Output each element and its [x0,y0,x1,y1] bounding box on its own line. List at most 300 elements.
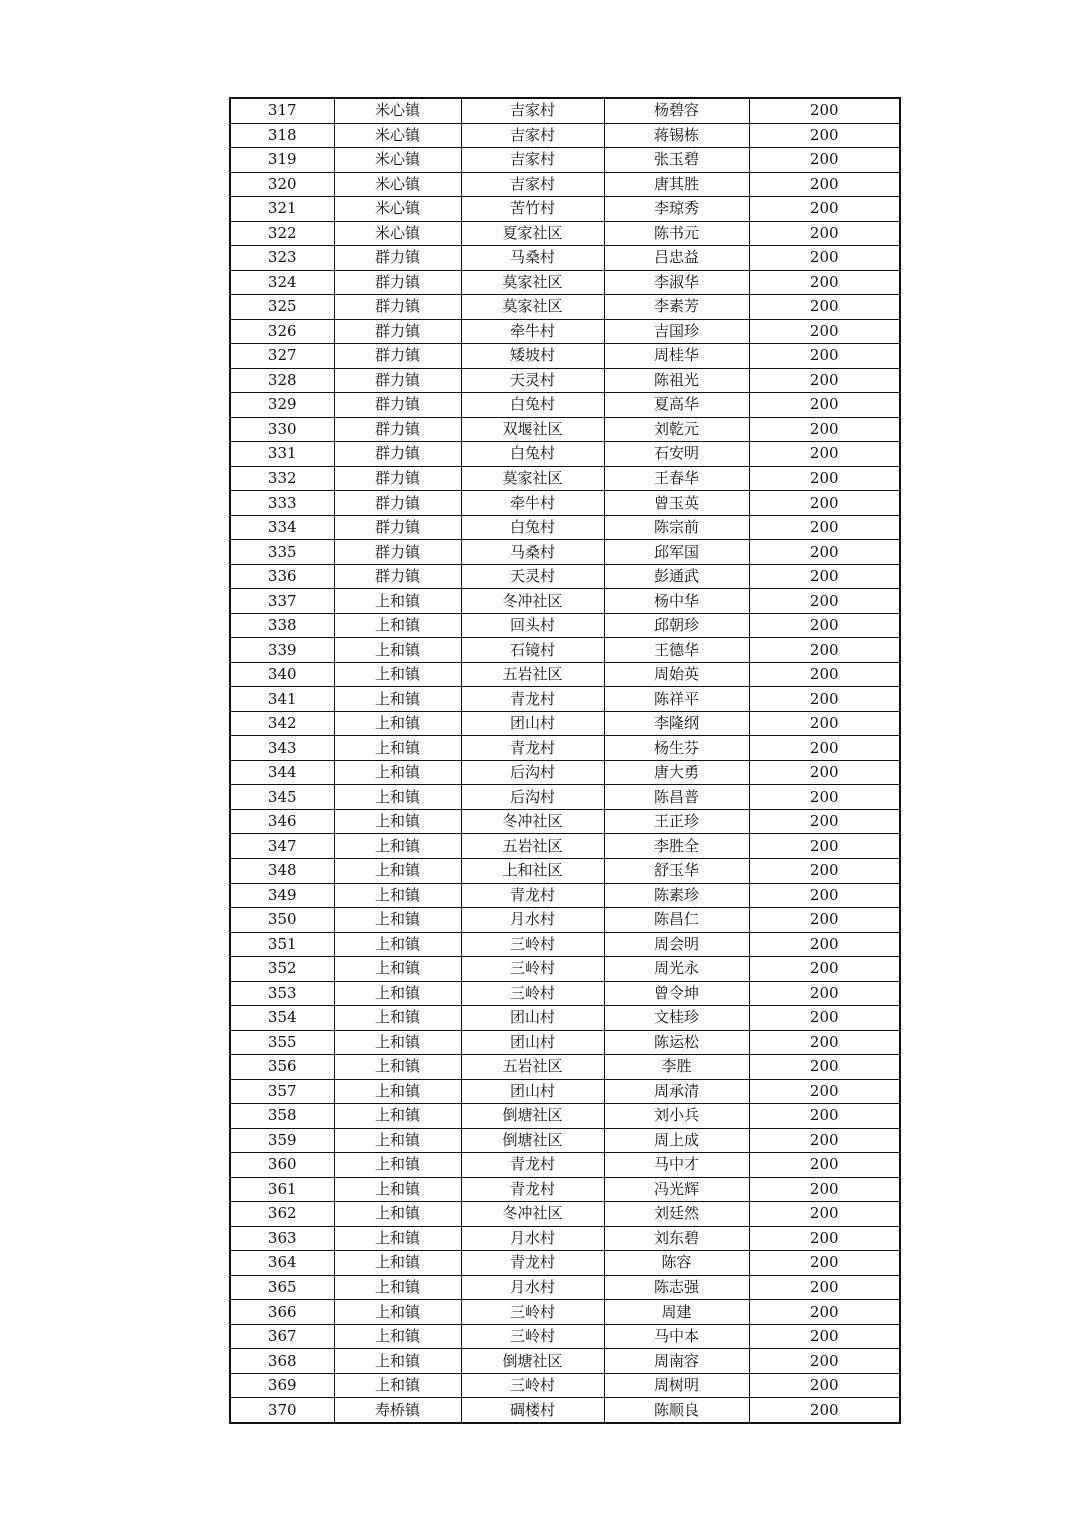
village-cell: 吉家村 [461,98,604,123]
row-number-cell: 334 [230,515,334,540]
row-number-cell: 360 [230,1153,334,1178]
town-cell: 上和镇 [334,711,461,736]
village-cell: 天灵村 [461,368,604,393]
table-row [230,1226,900,1251]
table-row [230,858,900,883]
row-number-cell: 370 [230,1398,334,1423]
person-name-cell: 文桂珍 [604,1006,749,1031]
town-cell: 米心镇 [334,98,461,123]
person-name-cell: 陈祖光 [604,368,749,393]
amount-cell: 200 [749,221,900,246]
town-cell: 上和镇 [334,1202,461,1227]
amount-cell: 200 [749,1055,900,1080]
village-cell: 五岩社区 [461,1055,604,1080]
town-cell: 上和镇 [334,613,461,638]
table-row [230,393,900,418]
amount-cell: 200 [749,1128,900,1153]
table-row [230,1275,900,1300]
row-number-cell: 349 [230,883,334,908]
row-number-cell: 323 [230,246,334,271]
person-name-cell: 周承清 [604,1079,749,1104]
table-row [230,1300,900,1325]
amount-cell: 200 [749,1398,900,1423]
amount-cell: 200 [749,564,900,589]
person-name-cell: 周会明 [604,932,749,957]
row-number-cell: 337 [230,589,334,614]
table-row [230,1006,900,1031]
row-number-cell: 365 [230,1275,334,1300]
row-number-cell: 324 [230,270,334,295]
person-name-cell: 陈昌普 [604,785,749,810]
town-cell: 群力镇 [334,393,461,418]
table-row [230,270,900,295]
town-cell: 上和镇 [334,1373,461,1398]
town-cell: 上和镇 [334,932,461,957]
amount-cell: 200 [749,98,900,123]
person-name-cell: 陈宗前 [604,515,749,540]
table-row [230,1055,900,1080]
table-row [230,1030,900,1055]
row-number-cell: 319 [230,148,334,173]
village-cell: 白兔村 [461,393,604,418]
row-number-cell: 344 [230,760,334,785]
town-cell: 群力镇 [334,270,461,295]
person-name-cell: 李淑华 [604,270,749,295]
town-cell: 上和镇 [334,736,461,761]
village-cell: 青龙村 [461,1153,604,1178]
village-cell: 团山村 [461,711,604,736]
person-name-cell: 刘东碧 [604,1226,749,1251]
person-name-cell: 王正珍 [604,809,749,834]
amount-cell: 200 [749,1275,900,1300]
village-cell: 团山村 [461,1079,604,1104]
row-number-cell: 355 [230,1030,334,1055]
amount-cell: 200 [749,589,900,614]
town-cell: 群力镇 [334,319,461,344]
town-cell: 上和镇 [334,1324,461,1349]
row-number-cell: 335 [230,540,334,565]
person-name-cell: 周南容 [604,1349,749,1374]
amount-cell: 200 [749,785,900,810]
town-cell: 上和镇 [334,1300,461,1325]
amount-cell: 200 [749,858,900,883]
amount-cell: 200 [749,736,900,761]
row-number-cell: 351 [230,932,334,957]
person-name-cell: 杨碧容 [604,98,749,123]
amount-cell: 200 [749,1177,900,1202]
table-row [230,613,900,638]
row-number-cell: 366 [230,1300,334,1325]
row-number-cell: 332 [230,466,334,491]
person-name-cell: 杨中华 [604,589,749,614]
table-row [230,834,900,859]
town-cell: 上和镇 [334,1055,461,1080]
table-row [230,246,900,271]
amount-cell: 200 [749,295,900,320]
row-number-cell: 317 [230,98,334,123]
village-cell: 三岭村 [461,1373,604,1398]
table-row [230,1398,900,1423]
amount-cell: 200 [749,834,900,859]
person-name-cell: 周光永 [604,957,749,982]
row-number-cell: 359 [230,1128,334,1153]
row-number-cell: 350 [230,908,334,933]
village-cell: 青龙村 [461,687,604,712]
person-name-cell: 曾玉英 [604,491,749,516]
table-row [230,1104,900,1129]
table-row [230,98,900,123]
town-cell: 群力镇 [334,344,461,369]
village-cell: 矮坡村 [461,344,604,369]
person-name-cell: 周建 [604,1300,749,1325]
row-number-cell: 363 [230,1226,334,1251]
person-name-cell: 马中才 [604,1153,749,1178]
amount-cell: 200 [749,613,900,638]
person-name-cell: 舒玉华 [604,858,749,883]
amount-cell: 200 [749,883,900,908]
table-row [230,466,900,491]
village-cell: 回头村 [461,613,604,638]
table-row [230,491,900,516]
village-cell: 倒塘社区 [461,1349,604,1374]
village-cell: 天灵村 [461,564,604,589]
amount-cell: 200 [749,1104,900,1129]
person-name-cell: 邱军国 [604,540,749,565]
amount-cell: 200 [749,1006,900,1031]
table-row [230,589,900,614]
person-name-cell: 陈祥平 [604,687,749,712]
amount-cell: 200 [749,957,900,982]
person-name-cell: 唐大勇 [604,760,749,785]
person-name-cell: 陈容 [604,1251,749,1276]
amount-cell: 200 [749,1079,900,1104]
town-cell: 上和镇 [334,1079,461,1104]
row-number-cell: 331 [230,442,334,467]
town-cell: 上和镇 [334,589,461,614]
row-number-cell: 357 [230,1079,334,1104]
town-cell: 上和镇 [334,1128,461,1153]
town-cell: 上和镇 [334,834,461,859]
table-row [230,785,900,810]
person-name-cell: 陈书元 [604,221,749,246]
town-cell: 上和镇 [334,638,461,663]
row-number-cell: 364 [230,1251,334,1276]
row-number-cell: 340 [230,662,334,687]
table-row [230,417,900,442]
row-number-cell: 320 [230,172,334,197]
town-cell: 群力镇 [334,368,461,393]
amount-cell: 200 [749,1349,900,1374]
village-cell: 莫家社区 [461,466,604,491]
table-row [230,736,900,761]
amount-cell: 200 [749,344,900,369]
row-number-cell: 329 [230,393,334,418]
person-name-cell: 陈素珍 [604,883,749,908]
amount-cell: 200 [749,1030,900,1055]
person-name-cell: 周树明 [604,1373,749,1398]
amount-cell: 200 [749,908,900,933]
person-name-cell: 吕忠益 [604,246,749,271]
town-cell: 上和镇 [334,662,461,687]
village-cell: 冬冲社区 [461,1202,604,1227]
table-row [230,1251,900,1276]
table-row [230,711,900,736]
village-cell: 青龙村 [461,1177,604,1202]
town-cell: 米心镇 [334,123,461,148]
row-number-cell: 353 [230,981,334,1006]
person-name-cell: 李隆纲 [604,711,749,736]
amount-cell: 200 [749,760,900,785]
table-row [230,957,900,982]
village-cell: 团山村 [461,1006,604,1031]
person-name-cell: 陈志强 [604,1275,749,1300]
person-name-cell: 王德华 [604,638,749,663]
person-name-cell: 王春华 [604,466,749,491]
row-number-cell: 348 [230,858,334,883]
amount-cell: 200 [749,1324,900,1349]
row-number-cell: 367 [230,1324,334,1349]
row-number-cell: 333 [230,491,334,516]
town-cell: 寿桥镇 [334,1398,461,1423]
village-cell: 夏家社区 [461,221,604,246]
table-row [230,638,900,663]
town-cell: 群力镇 [334,417,461,442]
person-name-cell: 邱朝珍 [604,613,749,638]
village-cell: 青龙村 [461,1251,604,1276]
town-cell: 上和镇 [334,1275,461,1300]
person-name-cell: 石安明 [604,442,749,467]
row-number-cell: 326 [230,319,334,344]
table-row [230,883,900,908]
person-name-cell: 刘廷然 [604,1202,749,1227]
row-number-cell: 330 [230,417,334,442]
row-number-cell: 322 [230,221,334,246]
table-row [230,932,900,957]
table-row [230,662,900,687]
table-row [230,295,900,320]
town-cell: 上和镇 [334,858,461,883]
table-row [230,1349,900,1374]
village-cell: 五岩社区 [461,662,604,687]
person-name-cell: 周上成 [604,1128,749,1153]
person-name-cell: 李胜 [604,1055,749,1080]
table-row [230,1128,900,1153]
town-cell: 米心镇 [334,221,461,246]
village-cell: 三岭村 [461,981,604,1006]
table-row [230,1079,900,1104]
row-number-cell: 369 [230,1373,334,1398]
amount-cell: 200 [749,515,900,540]
amount-cell: 200 [749,270,900,295]
person-name-cell: 马中本 [604,1324,749,1349]
person-name-cell: 蒋锡栋 [604,123,749,148]
village-cell: 苦竹村 [461,197,604,222]
town-cell: 上和镇 [334,1030,461,1055]
row-number-cell: 343 [230,736,334,761]
person-name-cell: 陈昌仁 [604,908,749,933]
town-cell: 上和镇 [334,687,461,712]
village-cell: 马桑村 [461,540,604,565]
town-cell: 上和镇 [334,809,461,834]
village-cell: 白兔村 [461,515,604,540]
town-cell: 上和镇 [334,1006,461,1031]
table-row [230,1177,900,1202]
town-cell: 上和镇 [334,1251,461,1276]
village-cell: 吉家村 [461,123,604,148]
subsidy-list-table [229,97,901,1424]
table-body [230,98,900,1423]
village-cell: 三岭村 [461,932,604,957]
town-cell: 米心镇 [334,172,461,197]
row-number-cell: 342 [230,711,334,736]
table-row [230,515,900,540]
table-row [230,148,900,173]
row-number-cell: 336 [230,564,334,589]
table-row [230,760,900,785]
table-row [230,368,900,393]
row-number-cell: 356 [230,1055,334,1080]
person-name-cell: 杨生芬 [604,736,749,761]
amount-cell: 200 [749,1300,900,1325]
town-cell: 上和镇 [334,883,461,908]
village-cell: 月水村 [461,908,604,933]
row-number-cell: 339 [230,638,334,663]
table-row [230,1202,900,1227]
village-cell: 三岭村 [461,957,604,982]
table-row [230,908,900,933]
person-name-cell: 周始英 [604,662,749,687]
row-number-cell: 347 [230,834,334,859]
village-cell: 牵牛村 [461,319,604,344]
village-cell: 五岩社区 [461,834,604,859]
village-cell: 倒塘社区 [461,1104,604,1129]
village-cell: 牵牛村 [461,491,604,516]
village-cell: 上和社区 [461,858,604,883]
person-name-cell: 陈顺良 [604,1398,749,1423]
row-number-cell: 352 [230,957,334,982]
table-row [230,319,900,344]
amount-cell: 200 [749,491,900,516]
amount-cell: 200 [749,246,900,271]
amount-cell: 200 [749,932,900,957]
amount-cell: 200 [749,123,900,148]
row-number-cell: 345 [230,785,334,810]
amount-cell: 200 [749,638,900,663]
village-cell: 后沟村 [461,760,604,785]
row-number-cell: 321 [230,197,334,222]
village-cell: 白兔村 [461,442,604,467]
table-row [230,981,900,1006]
amount-cell: 200 [749,368,900,393]
person-name-cell: 李胜全 [604,834,749,859]
table-row [230,540,900,565]
row-number-cell: 368 [230,1349,334,1374]
table-row [230,172,900,197]
table-row [230,1324,900,1349]
village-cell: 吉家村 [461,148,604,173]
village-cell: 马桑村 [461,246,604,271]
town-cell: 上和镇 [334,1104,461,1129]
town-cell: 上和镇 [334,957,461,982]
amount-cell: 200 [749,1226,900,1251]
amount-cell: 200 [749,687,900,712]
village-cell: 后沟村 [461,785,604,810]
person-name-cell: 吉国珍 [604,319,749,344]
village-cell: 三岭村 [461,1300,604,1325]
amount-cell: 200 [749,809,900,834]
table-row [230,687,900,712]
amount-cell: 200 [749,1202,900,1227]
amount-cell: 200 [749,981,900,1006]
row-number-cell: 328 [230,368,334,393]
town-cell: 群力镇 [334,515,461,540]
town-cell: 群力镇 [334,442,461,467]
amount-cell: 200 [749,662,900,687]
amount-cell: 200 [749,1373,900,1398]
row-number-cell: 341 [230,687,334,712]
village-cell: 青龙村 [461,883,604,908]
person-name-cell: 李琼秀 [604,197,749,222]
town-cell: 上和镇 [334,760,461,785]
table-row [230,221,900,246]
amount-cell: 200 [749,197,900,222]
village-cell: 双堰社区 [461,417,604,442]
town-cell: 上和镇 [334,1153,461,1178]
amount-cell: 200 [749,393,900,418]
town-cell: 上和镇 [334,1177,461,1202]
table-row [230,344,900,369]
row-number-cell: 362 [230,1202,334,1227]
village-cell: 石镜村 [461,638,604,663]
table-row [230,123,900,148]
table-row [230,442,900,467]
amount-cell: 200 [749,319,900,344]
person-name-cell: 刘乾元 [604,417,749,442]
row-number-cell: 358 [230,1104,334,1129]
row-number-cell: 325 [230,295,334,320]
village-cell: 吉家村 [461,172,604,197]
person-name-cell: 周桂华 [604,344,749,369]
person-name-cell: 冯光辉 [604,1177,749,1202]
person-name-cell: 彭通武 [604,564,749,589]
town-cell: 群力镇 [334,491,461,516]
row-number-cell: 346 [230,809,334,834]
row-number-cell: 354 [230,1006,334,1031]
village-cell: 月水村 [461,1226,604,1251]
row-number-cell: 318 [230,123,334,148]
amount-cell: 200 [749,540,900,565]
village-cell: 倒塘社区 [461,1128,604,1153]
town-cell: 群力镇 [334,295,461,320]
amount-cell: 200 [749,466,900,491]
person-name-cell: 陈运松 [604,1030,749,1055]
person-name-cell: 李素芳 [604,295,749,320]
amount-cell: 200 [749,148,900,173]
amount-cell: 200 [749,1153,900,1178]
village-cell: 碉楼村 [461,1398,604,1423]
village-cell: 冬冲社区 [461,809,604,834]
town-cell: 群力镇 [334,564,461,589]
village-cell: 月水村 [461,1275,604,1300]
row-number-cell: 327 [230,344,334,369]
table-row [230,197,900,222]
village-cell: 莫家社区 [461,295,604,320]
village-cell: 青龙村 [461,736,604,761]
amount-cell: 200 [749,1251,900,1276]
town-cell: 上和镇 [334,1349,461,1374]
town-cell: 上和镇 [334,981,461,1006]
table-row [230,1373,900,1398]
